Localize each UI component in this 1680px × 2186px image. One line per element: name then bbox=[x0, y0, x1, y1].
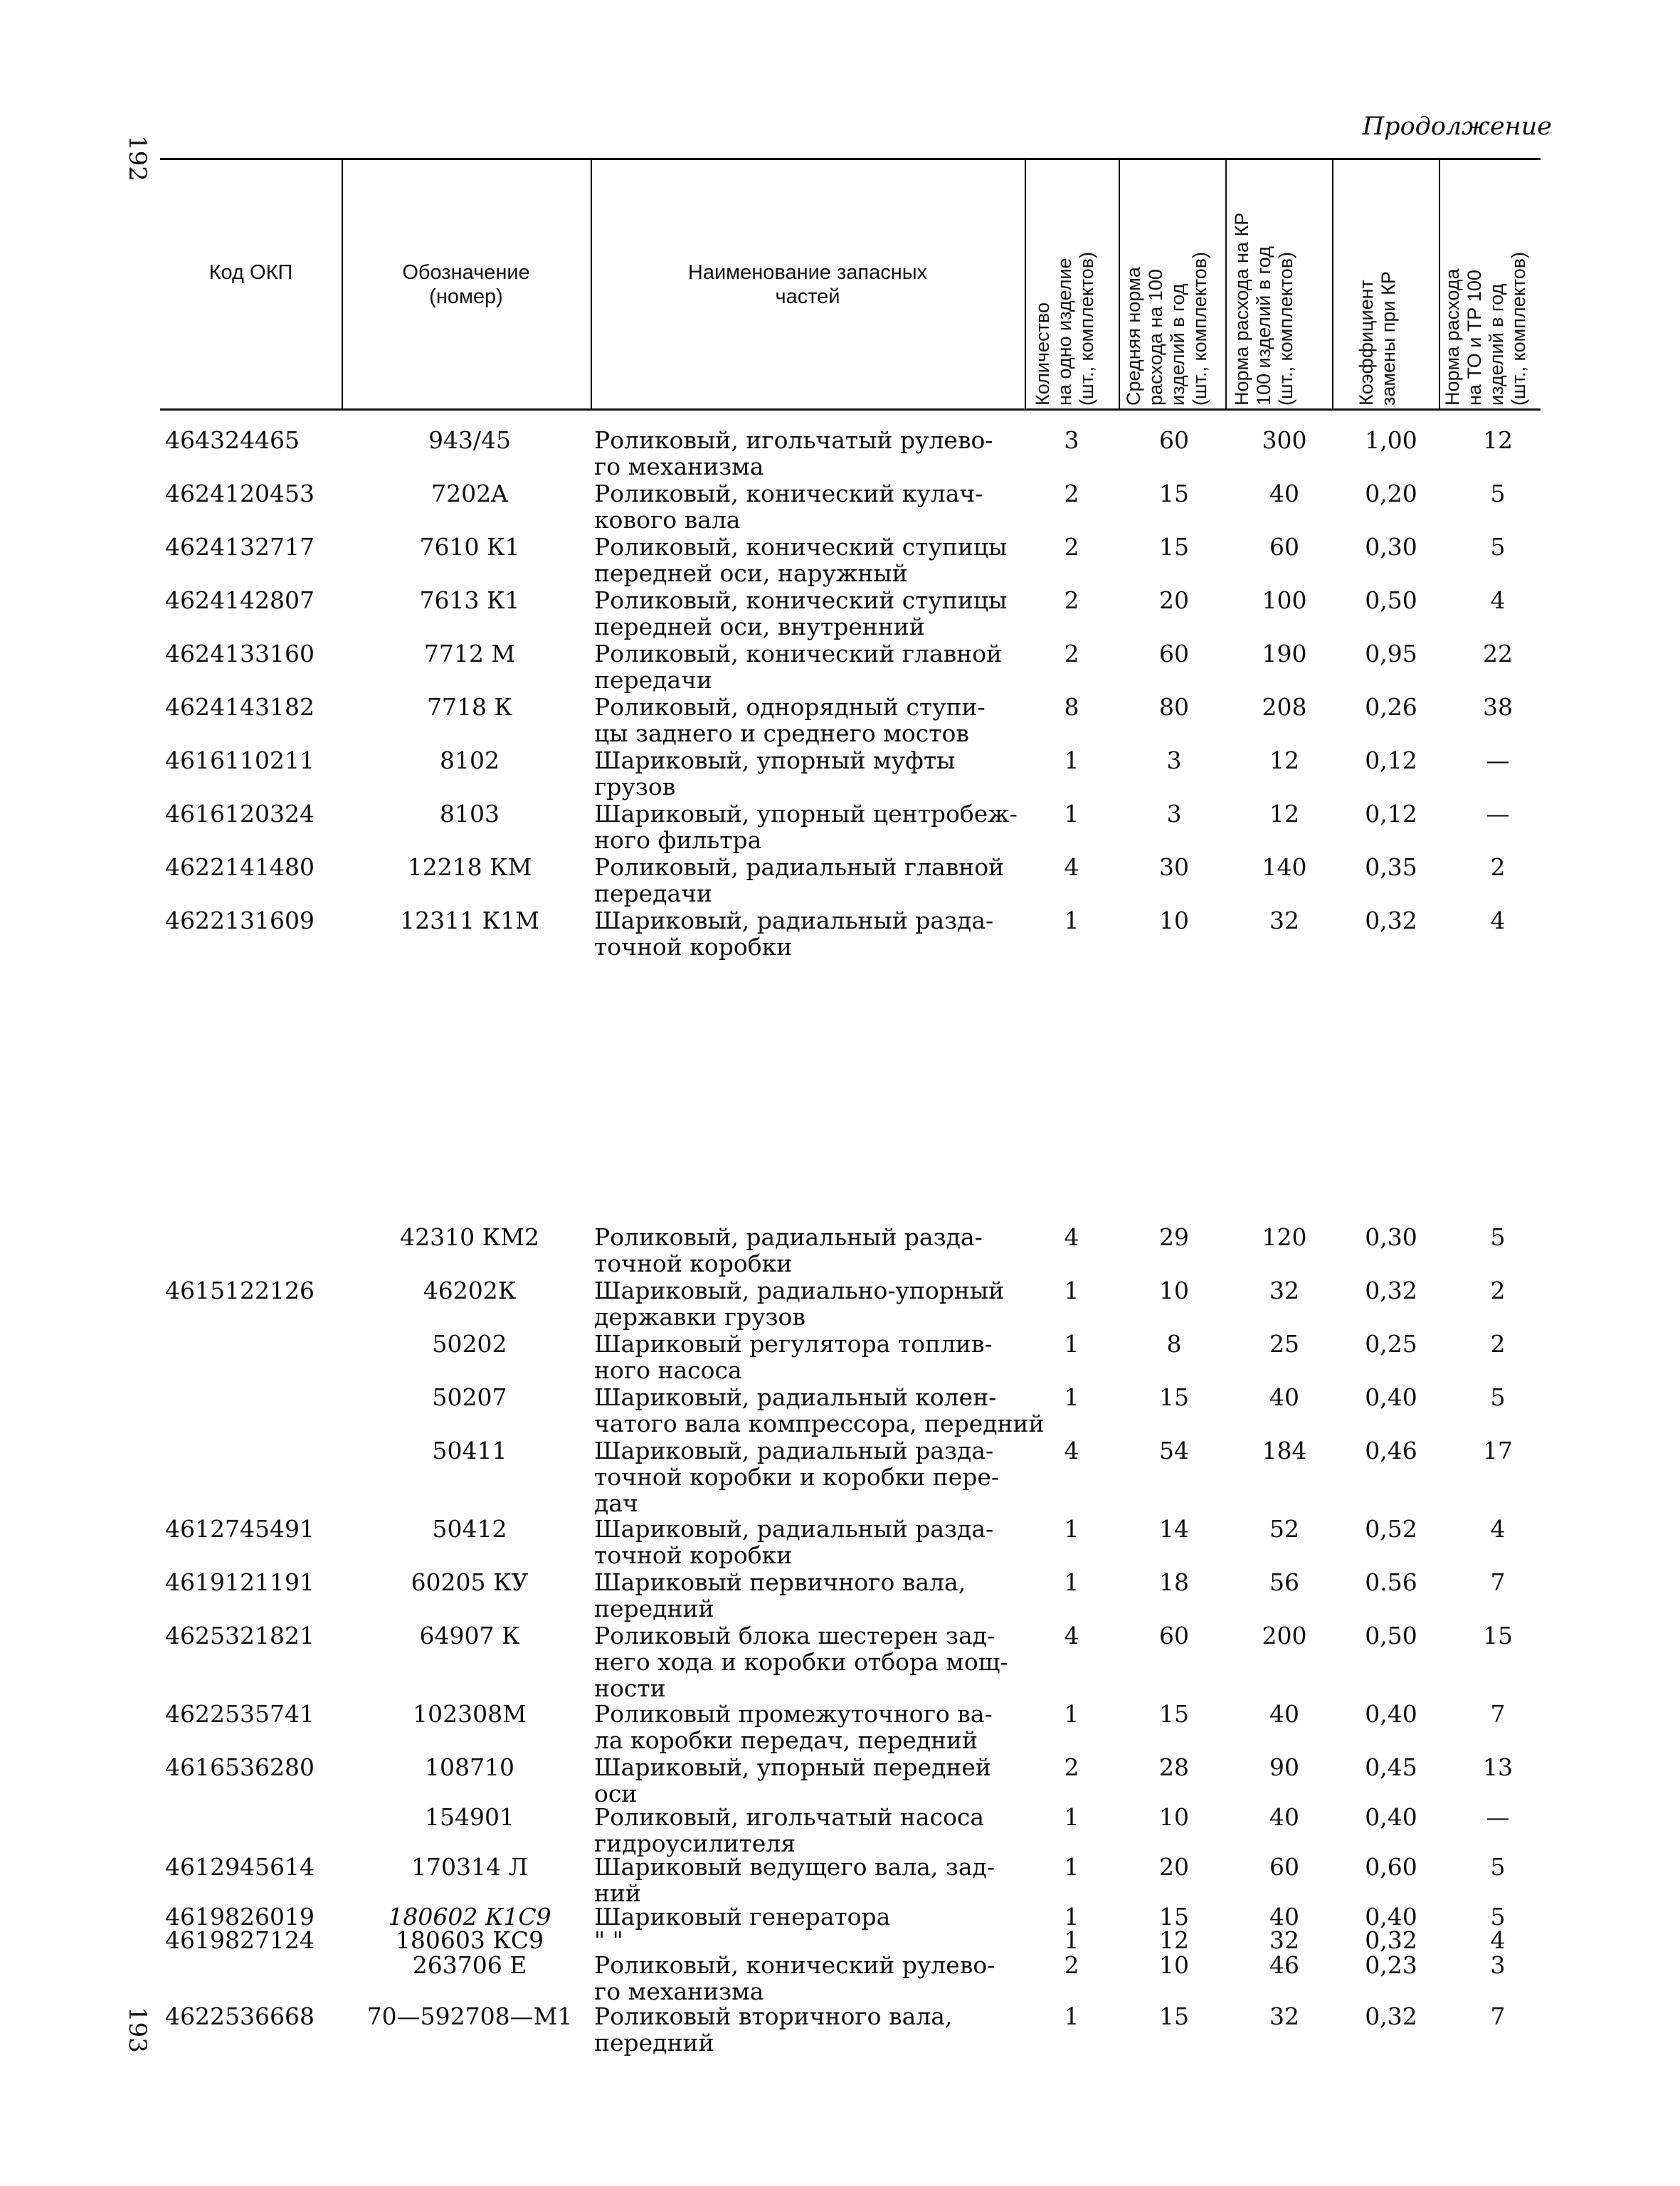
cell-code: 4622141480 bbox=[165, 853, 315, 881]
cell-to: 7 bbox=[1490, 1568, 1506, 1596]
cell-name: Шариковый первичного вала, передний bbox=[594, 1568, 966, 1622]
page-number-top: 192 bbox=[123, 135, 152, 181]
cell-coef: 0,25 bbox=[1365, 1330, 1417, 1358]
cell-to: 4 bbox=[1490, 586, 1506, 614]
cell-avg: 10 bbox=[1159, 1951, 1189, 1979]
cell-name: Роликовый, конический ступицы передней оси, наружный bbox=[594, 533, 1008, 587]
cell-name: Роликовый, конический кулач- кового вала bbox=[594, 480, 983, 534]
cell-coef: 0,32 bbox=[1365, 1277, 1417, 1304]
cell-coef: 0,95 bbox=[1365, 640, 1417, 667]
cell-coef: 0.56 bbox=[1365, 1568, 1417, 1596]
cell-kr: 32 bbox=[1269, 1277, 1299, 1304]
cell-name: Роликовый, конический ступицы передней оси, внутренний bbox=[594, 586, 1008, 640]
cell-to: 4 bbox=[1490, 1515, 1506, 1543]
cell-avg: 12 bbox=[1159, 1926, 1189, 1954]
cell-code: 4619827124 bbox=[165, 1926, 315, 1954]
cell-qty: 1 bbox=[1064, 1803, 1079, 1831]
cell-designation: 46202К bbox=[423, 1277, 517, 1304]
cell-coef: 0,20 bbox=[1365, 480, 1417, 507]
cell-code: 4615122126 bbox=[165, 1277, 315, 1304]
cell-coef: 0,35 bbox=[1365, 853, 1417, 881]
cell-code: 4622535741 bbox=[165, 1700, 315, 1728]
cell-designation: 180603 КС9 bbox=[395, 1926, 544, 1954]
cell-kr: 60 bbox=[1269, 533, 1299, 561]
header-divider-5 bbox=[1225, 158, 1227, 410]
cell-code: 4612745491 bbox=[165, 1515, 315, 1543]
header-divider-4 bbox=[1119, 158, 1120, 410]
cell-qty: 4 bbox=[1064, 1223, 1079, 1251]
cell-designation: 180602 К1С9 bbox=[388, 1903, 551, 1931]
cell-avg: 29 bbox=[1159, 1223, 1189, 1251]
cell-designation: 50411 bbox=[432, 1437, 507, 1464]
cell-avg: 10 bbox=[1159, 907, 1189, 934]
header-code: Код ОКП bbox=[208, 261, 293, 284]
header-top-rule bbox=[160, 158, 1541, 160]
cell-coef: 0,30 bbox=[1365, 533, 1417, 561]
header-bottom-rule bbox=[160, 408, 1541, 411]
header-divider-6 bbox=[1332, 158, 1333, 410]
cell-designation: 154901 bbox=[425, 1803, 514, 1831]
cell-name: Шариковый регулятора топлив- ного насоса bbox=[594, 1330, 993, 1384]
header-avg: Средняя норма расхода на 100 изделий в год (шт., комплектов) bbox=[1123, 251, 1210, 406]
cell-code: 4624142807 bbox=[165, 586, 315, 614]
cell-to: 2 bbox=[1490, 1277, 1506, 1304]
cell-name: Роликовый, радиальный разда- точной коробки bbox=[594, 1223, 983, 1277]
cell-designation: 70—592708—М1 bbox=[366, 2002, 573, 2030]
header-qty: Количество на одно изделие (шт., комплектов) bbox=[1032, 251, 1097, 406]
cell-qty: 4 bbox=[1064, 1622, 1079, 1649]
cell-qty: 2 bbox=[1064, 586, 1079, 614]
cell-kr: 300 bbox=[1262, 426, 1307, 454]
cell-coef: 0,32 bbox=[1365, 907, 1417, 934]
cell-designation: 7202A bbox=[431, 480, 508, 507]
cell-qty: 2 bbox=[1064, 640, 1079, 667]
cell-name: Роликовый, радиальный главной передачи bbox=[594, 853, 1005, 907]
cell-kr: 140 bbox=[1262, 853, 1307, 881]
cell-designation: 12311 К1М bbox=[400, 907, 539, 934]
header-divider-7 bbox=[1439, 158, 1440, 410]
cell-qty: 2 bbox=[1064, 480, 1079, 507]
cell-designation: 943/45 bbox=[428, 426, 512, 454]
cell-qty: 2 bbox=[1064, 533, 1079, 561]
cell-name: Шариковый, радиально-упорный державки грузов bbox=[594, 1277, 1005, 1331]
cell-avg: 8 bbox=[1166, 1330, 1182, 1358]
cell-coef: 0,46 bbox=[1365, 1437, 1417, 1464]
cell-to: 5 bbox=[1490, 480, 1506, 507]
cell-avg: 15 bbox=[1159, 480, 1189, 507]
cell-avg: 3 bbox=[1166, 746, 1182, 774]
cell-code: 4616536280 bbox=[165, 1753, 315, 1781]
cell-to: 15 bbox=[1483, 1622, 1513, 1649]
cell-to: 7 bbox=[1490, 1700, 1506, 1728]
cell-qty: 1 bbox=[1064, 800, 1079, 828]
cell-designation: 170314 Л bbox=[411, 1853, 528, 1881]
cell-to: 17 bbox=[1483, 1437, 1513, 1464]
cell-avg: 14 bbox=[1159, 1515, 1189, 1543]
cell-code: 464324465 bbox=[165, 426, 300, 454]
header-coef: Коэффициент замены при КР bbox=[1356, 271, 1399, 406]
cell-coef: 0,52 bbox=[1365, 1515, 1417, 1543]
cell-code: 4612945614 bbox=[165, 1853, 315, 1881]
cell-code: 4624120453 bbox=[165, 480, 315, 507]
cell-code: 4624133160 bbox=[165, 640, 315, 667]
cell-kr: 12 bbox=[1269, 800, 1299, 828]
cell-code: 4619121191 bbox=[165, 1568, 315, 1596]
cell-coef: 0,40 bbox=[1365, 1803, 1417, 1831]
cell-designation: 50207 bbox=[432, 1383, 507, 1411]
cell-avg: 3 bbox=[1166, 800, 1182, 828]
cell-designation: 12218 КМ bbox=[407, 853, 532, 881]
header-kr-norm: Норма расхода на КР 100 изделий в год (шт., комплектов) bbox=[1231, 212, 1296, 406]
cell-avg: 30 bbox=[1159, 853, 1189, 881]
cell-kr: 25 bbox=[1269, 1330, 1299, 1358]
cell-code: 4624132717 bbox=[165, 533, 315, 561]
cell-kr: 40 bbox=[1269, 480, 1299, 507]
cell-kr: 60 bbox=[1269, 1853, 1299, 1881]
cell-qty: 1 bbox=[1064, 1515, 1079, 1543]
cell-qty: 8 bbox=[1064, 693, 1079, 721]
cell-avg: 18 bbox=[1159, 1568, 1189, 1596]
cell-coef: 0,40 bbox=[1365, 1700, 1417, 1728]
cell-name: Шариковый, упорный центробеж- ного фильтра bbox=[594, 800, 1018, 854]
cell-avg: 80 bbox=[1159, 693, 1189, 721]
cell-avg: 60 bbox=[1159, 426, 1189, 454]
cell-designation: 50412 bbox=[432, 1515, 507, 1543]
cell-coef: 0,32 bbox=[1365, 1926, 1417, 1954]
cell-to: 5 bbox=[1490, 533, 1506, 561]
cell-kr: 32 bbox=[1269, 1926, 1299, 1954]
cell-to: — bbox=[1486, 746, 1510, 774]
cell-designation: 7610 К1 bbox=[419, 533, 520, 561]
cell-name: Роликовый, конический главной передачи bbox=[594, 640, 1003, 694]
cell-qty: 1 bbox=[1064, 746, 1079, 774]
cell-kr: 12 bbox=[1269, 746, 1299, 774]
cell-name: Шариковый, упорный муфты грузов bbox=[594, 746, 956, 801]
cell-designation: 8102 bbox=[440, 746, 500, 774]
cell-to: 4 bbox=[1490, 907, 1506, 934]
cell-qty: 3 bbox=[1064, 426, 1079, 454]
cell-to: 5 bbox=[1490, 1903, 1506, 1931]
cell-designation: 7712 М bbox=[423, 640, 516, 667]
cell-kr: 40 bbox=[1269, 1903, 1299, 1931]
cell-kr: 32 bbox=[1269, 2002, 1299, 2030]
cell-designation: 102308М bbox=[413, 1700, 527, 1728]
cell-avg: 15 bbox=[1159, 533, 1189, 561]
cell-avg: 20 bbox=[1159, 586, 1189, 614]
cell-coef: 0,30 bbox=[1365, 1223, 1417, 1251]
cell-designation: 42310 КМ2 bbox=[400, 1223, 539, 1251]
cell-kr: 190 bbox=[1262, 640, 1307, 667]
cell-name: Роликовый, игольчатый рулево- го механизма bbox=[594, 426, 993, 480]
cell-qty: 1 bbox=[1064, 1903, 1079, 1931]
cell-to: 13 bbox=[1483, 1753, 1513, 1781]
cell-code: 4622131609 bbox=[165, 907, 315, 934]
cell-qty: 1 bbox=[1064, 1568, 1079, 1596]
cell-kr: 56 bbox=[1269, 1568, 1299, 1596]
cell-to: 4 bbox=[1490, 1926, 1506, 1954]
cell-kr: 120 bbox=[1262, 1223, 1307, 1251]
cell-name: Шариковый, радиальный разда- точной коробки bbox=[594, 907, 994, 961]
cell-code: 4616110211 bbox=[165, 746, 315, 774]
cell-qty: 1 bbox=[1064, 1277, 1079, 1304]
cell-kr: 32 bbox=[1269, 907, 1299, 934]
cell-kr: 52 bbox=[1269, 1515, 1299, 1543]
cell-code: 4625321821 bbox=[165, 1622, 315, 1649]
cell-name: Шариковый, радиальный разда- точной коробки bbox=[594, 1515, 994, 1569]
cell-avg: 54 bbox=[1159, 1437, 1189, 1464]
cell-avg: 28 bbox=[1159, 1753, 1189, 1781]
cell-qty: 1 bbox=[1064, 1926, 1079, 1954]
cell-to: 5 bbox=[1490, 1853, 1506, 1881]
cell-qty: 2 bbox=[1064, 1753, 1079, 1781]
cell-avg: 15 bbox=[1159, 1700, 1189, 1728]
cell-avg: 10 bbox=[1159, 1277, 1189, 1304]
cell-to: 12 bbox=[1483, 426, 1513, 454]
cell-qty: 1 bbox=[1064, 1700, 1079, 1728]
cell-name: Шариковый генератора bbox=[594, 1903, 891, 1931]
cell-kr: 90 bbox=[1269, 1753, 1299, 1781]
cell-qty: 1 bbox=[1064, 1330, 1079, 1358]
cell-name: Роликовый блока шестерен зад- него хода и коробки отбора мощ- ности bbox=[594, 1622, 1008, 1702]
cell-coef: 0,60 bbox=[1365, 1853, 1417, 1881]
cell-name: Роликовый, однорядный ступи- цы заднего и среднего мостов bbox=[594, 693, 986, 747]
cell-code: 4616120324 bbox=[165, 800, 315, 828]
header-to-norm: Норма расхода на ТО и ТР 100 изделий в год (шт., комплектов) bbox=[1442, 251, 1529, 406]
cell-avg: 15 bbox=[1159, 1903, 1189, 1931]
cell-kr: 46 bbox=[1269, 1951, 1299, 1979]
cell-qty: 4 bbox=[1064, 1437, 1079, 1464]
cell-coef: 0,40 bbox=[1365, 1383, 1417, 1411]
cell-designation: 263706 Е bbox=[412, 1951, 527, 1979]
cell-avg: 60 bbox=[1159, 640, 1189, 667]
cell-qty: 2 bbox=[1064, 1951, 1079, 1979]
cell-to: 7 bbox=[1490, 2002, 1506, 2030]
cell-name: Шариковый, радиальный разда- точной коробки и коробки пере- дач bbox=[594, 1437, 1000, 1517]
cell-to: 5 bbox=[1490, 1223, 1506, 1251]
cell-name: Роликовый, игольчатый насоса гидроусилителя bbox=[594, 1803, 985, 1857]
cell-designation: 8103 bbox=[440, 800, 500, 828]
header-designation: Обозначение (номер) bbox=[402, 261, 530, 308]
header-divider-3 bbox=[1025, 158, 1026, 410]
cell-designation: 7718 К bbox=[426, 693, 512, 721]
cell-name: Роликовый промежуточного ва- ла коробки передач, передний bbox=[594, 1700, 993, 1754]
cell-qty: 1 bbox=[1064, 907, 1079, 934]
cell-coef: 0,50 bbox=[1365, 1622, 1417, 1649]
cell-coef: 0,45 bbox=[1365, 1753, 1417, 1781]
cell-qty: 4 bbox=[1064, 853, 1079, 881]
header-name: Наименование запасных частей bbox=[687, 261, 928, 308]
cell-avg: 15 bbox=[1159, 2002, 1189, 2030]
cell-code: 4624143182 bbox=[165, 693, 315, 721]
cell-code: 4619826019 bbox=[165, 1903, 315, 1931]
cell-coef: 0,40 bbox=[1365, 1903, 1417, 1931]
cell-kr: 200 bbox=[1262, 1622, 1307, 1649]
cell-to: 22 bbox=[1483, 640, 1513, 667]
cell-designation: 108710 bbox=[425, 1753, 514, 1781]
cell-name: Роликовый вторичного вала, передний bbox=[594, 2002, 953, 2056]
cell-kr: 184 bbox=[1262, 1437, 1307, 1464]
cell-designation: 60205 КУ bbox=[411, 1568, 529, 1596]
cell-kr: 40 bbox=[1269, 1383, 1299, 1411]
cell-avg: 15 bbox=[1159, 1383, 1189, 1411]
cell-to: — bbox=[1486, 800, 1510, 828]
cell-coef: 1,00 bbox=[1365, 426, 1417, 454]
cell-coef: 0,26 bbox=[1365, 693, 1417, 721]
cell-kr: 208 bbox=[1262, 693, 1307, 721]
cell-to: 3 bbox=[1490, 1951, 1506, 1979]
cell-name: Шариковый ведущего вала, зад- ний bbox=[594, 1853, 995, 1907]
page-number-bottom: 193 bbox=[123, 2007, 152, 2053]
cell-designation: 7613 К1 bbox=[419, 586, 520, 614]
cell-qty: 1 bbox=[1064, 1853, 1079, 1881]
cell-coef: 0,12 bbox=[1365, 746, 1417, 774]
cell-to: 2 bbox=[1490, 1330, 1506, 1358]
cell-avg: 20 bbox=[1159, 1853, 1189, 1881]
cell-name: Шариковый, радиальный колен- чатого вала компрессора, передний bbox=[594, 1383, 1045, 1437]
cell-avg: 60 bbox=[1159, 1622, 1189, 1649]
cell-kr: 40 bbox=[1269, 1803, 1299, 1831]
cell-name: " " bbox=[594, 1926, 623, 1954]
cell-designation: 64907 К bbox=[419, 1622, 520, 1649]
cell-to: — bbox=[1486, 1803, 1510, 1831]
cell-name: Шариковый, упорный передней оси bbox=[594, 1753, 991, 1807]
cell-coef: 0,50 bbox=[1365, 586, 1417, 614]
cell-designation: 50202 bbox=[432, 1330, 507, 1358]
cell-qty: 1 bbox=[1064, 2002, 1079, 2030]
cell-to: 2 bbox=[1490, 853, 1506, 881]
cell-kr: 40 bbox=[1269, 1700, 1299, 1728]
cell-name: Роликовый, конический рулево- го механизма bbox=[594, 1951, 995, 2005]
cell-qty: 1 bbox=[1064, 1383, 1079, 1411]
cell-to: 5 bbox=[1490, 1383, 1506, 1411]
cell-avg: 10 bbox=[1159, 1803, 1189, 1831]
cell-coef: 0,12 bbox=[1365, 800, 1417, 828]
cell-kr: 100 bbox=[1262, 586, 1307, 614]
cell-coef: 0,23 bbox=[1365, 1951, 1417, 1979]
cell-code: 4622536668 bbox=[165, 2002, 315, 2030]
cell-coef: 0,32 bbox=[1365, 2002, 1417, 2030]
continuation-label: Продолжение bbox=[1362, 112, 1552, 141]
cell-to: 38 bbox=[1483, 693, 1513, 721]
